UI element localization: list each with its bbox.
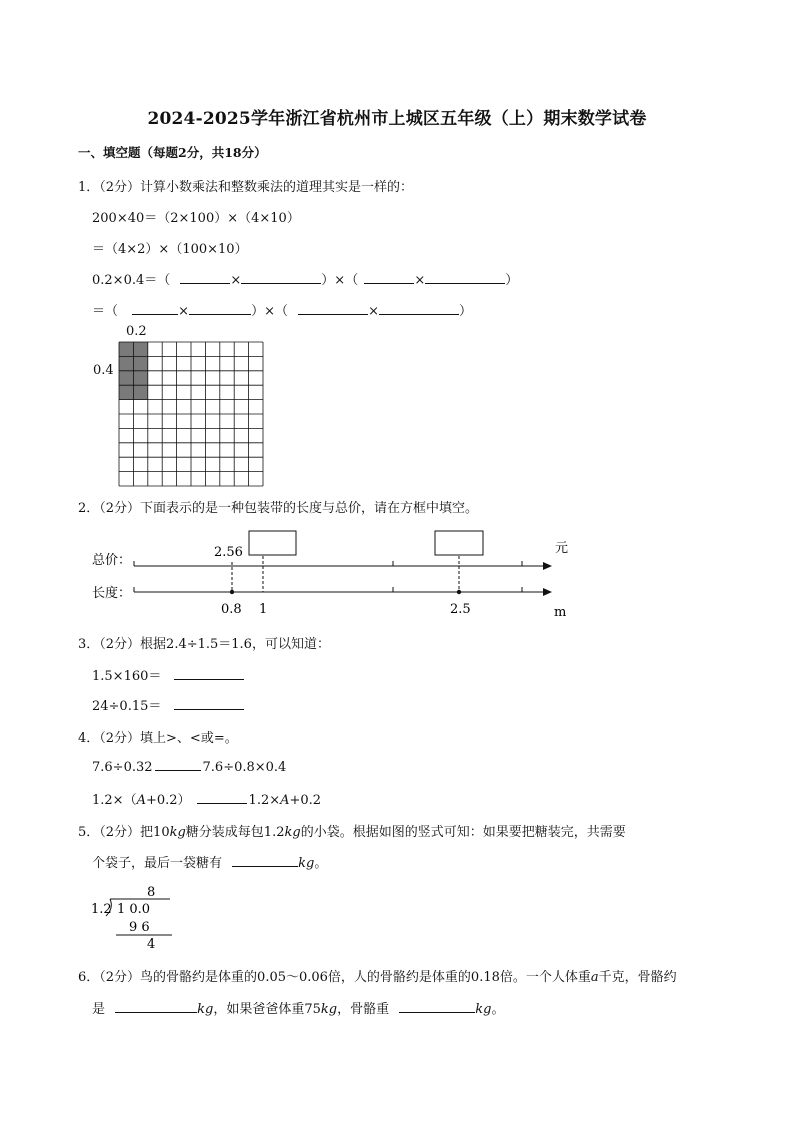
division-dividend: 1 0.0 (117, 902, 151, 917)
question-1-stem: 1．（2分）计算小数乘法和整数乘法的道理其实是一样的： (78, 180, 414, 195)
q1-line4-start: ＝（ (92, 304, 119, 319)
q1-blank-3[interactable] (364, 271, 414, 284)
q1-blank-7[interactable] (298, 302, 368, 315)
shaded-cell (133, 356, 147, 370)
page-title: 2024-2025学年浙江省杭州市上城区五年级（上）期末数学试卷 (147, 109, 647, 129)
times-sign: × (414, 273, 426, 288)
unit-yuan: 元 (555, 541, 569, 556)
shaded-cell (119, 385, 133, 399)
division-quotient: 8 (147, 885, 156, 900)
q1-blank-8[interactable] (379, 302, 459, 315)
question-5-stem (78, 821, 626, 840)
grid-left-label: 0.4 (93, 363, 114, 378)
q4-right-expression-2b: +0.2 (289, 793, 322, 808)
question-3-line-1 (92, 665, 244, 684)
q4-left-expression-1: 7.6÷0.32 (92, 760, 153, 775)
question-1-line-4 (92, 300, 472, 319)
q1-blank-6[interactable] (189, 302, 251, 315)
question-4-stem: 4．（2分）填上>、<或=。 (78, 731, 238, 746)
shaded-cell (119, 356, 133, 370)
tick-label-0.8: 0.8 (221, 602, 242, 617)
unit-meter: m (554, 605, 567, 620)
q6-blank-1[interactable] (115, 1000, 197, 1013)
point-2.5 (457, 590, 461, 594)
times-sign: × (178, 304, 190, 319)
q3-blank-1[interactable] (174, 667, 244, 680)
division-divisor: 1.2 (91, 902, 112, 917)
question-1-line-2: ＝（4×2）×（100×10） (92, 242, 248, 257)
section-heading: 一、填空题（每题2分，共18分） (78, 145, 267, 160)
question-2-stem: 2．（2分）下面表示的是一种包装带的长度与总价，请在方框中填空。 (78, 501, 479, 516)
question-5-line-2 (92, 852, 327, 871)
question-1-line-3 (92, 269, 518, 288)
q3-blank-2[interactable] (174, 697, 244, 710)
tick-label-2.5: 2.5 (450, 602, 471, 617)
hundred-grid (118, 341, 266, 489)
shaded-cell (133, 371, 147, 385)
q4-left-expression-2a: 1.2×（ (92, 793, 137, 808)
q1-line3-start: 0.2×0.4＝（ (92, 273, 171, 288)
q6-stem-part-2: 千克，骨骼约 (598, 970, 677, 985)
q6-blank-2[interactable] (399, 1000, 475, 1013)
q4-right-expression-1: 7.6÷0.8×0.4 (202, 760, 287, 775)
unit-kg: kg (475, 1002, 492, 1017)
shaded-cell (133, 342, 147, 356)
q4-left-expression-2b: +0.2） (145, 793, 191, 808)
q6-line2-start: 是 (92, 1002, 106, 1017)
times-sign: × (368, 304, 380, 319)
division-remainder: 4 (147, 937, 156, 952)
q6-period: 。 (491, 1002, 505, 1017)
q6-line2-text: ，骨骼重 (337, 1002, 390, 1017)
q3-expression-2: 24÷0.15＝ (92, 699, 162, 714)
q5-line2-text: 个袋子，最后一袋糖有 (92, 856, 223, 871)
price-axis-label: 总价： (92, 553, 132, 568)
q6-line2-middle: ，如果爸爸体重75 (213, 1002, 321, 1017)
unit-kg: kg (320, 1002, 338, 1017)
length-axis-label: 长度： (92, 586, 132, 601)
shaded-cell (119, 342, 133, 356)
unit-kg: kg (298, 856, 315, 871)
tick-label-1: 1 (259, 602, 268, 617)
question-1-line-1: 200×40＝（2×100）×（4×10） (92, 211, 300, 226)
division-product: 9 6 (129, 920, 150, 935)
variable-a: A (136, 793, 146, 808)
q5-period: 。 (314, 856, 328, 871)
grid-top-label: 0.2 (126, 324, 147, 339)
answer-box-total-price[interactable] (435, 531, 483, 555)
price-value-label: 2.56 (214, 545, 243, 560)
unit-kg: kg (197, 1002, 214, 1017)
point-0.8 (230, 590, 234, 594)
q1-blank-4[interactable] (425, 271, 505, 284)
q5-blank-remaining[interactable] (232, 854, 298, 867)
price-length-number-line (90, 524, 590, 624)
q1-blank-1[interactable] (180, 271, 230, 284)
answer-box-unit-price[interactable] (249, 531, 296, 555)
q1-paren-close: ） (459, 304, 473, 319)
question-3-stem: 3．（2分）根据2.4÷1.5＝1.6，可以知道： (78, 637, 330, 652)
q5-stem-part-3: 的小袋。根据如图的竖式可知：如果要把糖装完，共需要 (300, 825, 626, 840)
question-6-stem (78, 966, 677, 985)
question-4-line-2 (92, 789, 321, 808)
variable-a: a (590, 970, 599, 985)
price-axis-arrow (543, 562, 552, 570)
q1-blank-2[interactable] (241, 271, 321, 284)
q4-blank-2[interactable] (197, 791, 247, 804)
unit-kg: kg (169, 825, 186, 840)
q1-paren-join: ）×（ (251, 304, 288, 319)
q4-right-expression-2a: 1.2× (248, 793, 281, 808)
unit-kg: kg (284, 825, 301, 840)
q6-stem-part-1: 6．（2分）鸟的骨骼约是体重的0.05～0.06倍，人的骨骼约是体重的0.18倍。一个人体重 (78, 970, 591, 985)
q1-blank-5[interactable] (132, 302, 178, 315)
q5-stem-part-2: 糖分装成每包1.2 (185, 825, 285, 840)
q1-paren-join: ）×（ (321, 273, 359, 288)
shaded-cell (119, 371, 133, 385)
question-4-line-1 (92, 758, 286, 775)
q1-paren-close: ） (505, 273, 519, 288)
long-division (90, 878, 190, 952)
q5-stem-part-1: 5．（2分）把10 (78, 825, 170, 840)
q4-blank-1[interactable] (155, 758, 201, 771)
question-3-line-2 (92, 695, 244, 714)
variable-a: A (280, 793, 290, 808)
q3-expression-1: 1.5×160＝ (92, 669, 162, 684)
question-6-line-2 (92, 998, 504, 1017)
length-axis-arrow (543, 588, 552, 596)
shaded-cell (133, 385, 147, 399)
times-sign: × (230, 273, 242, 288)
